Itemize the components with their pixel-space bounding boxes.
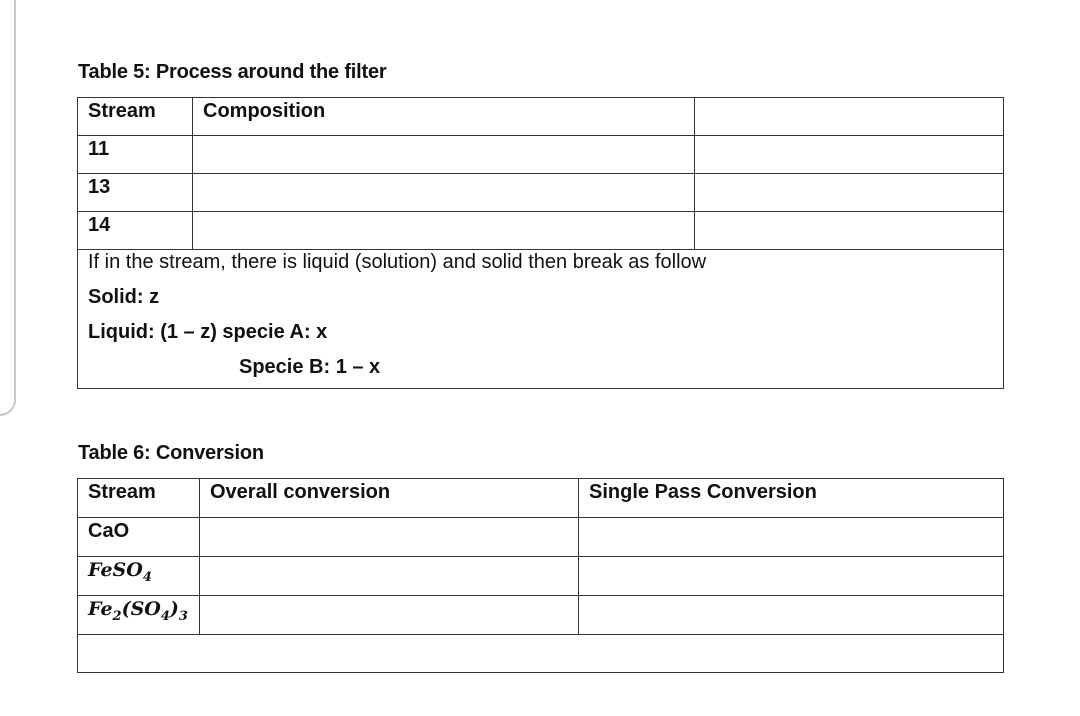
overall-conversion-cell bbox=[200, 557, 579, 596]
stream-cell-feso4: FeSO$_4$ bbox=[78, 557, 200, 596]
table-row bbox=[78, 557, 1004, 596]
header-single-pass-conversion: Single Pass Conversion bbox=[579, 479, 1004, 518]
composition-cell bbox=[193, 136, 695, 174]
table-row-empty bbox=[78, 635, 1004, 673]
note-liquid: Liquid: (1 – z) specie A: x bbox=[88, 321, 328, 343]
stream-cell-cao: CaO bbox=[78, 518, 200, 557]
header-stream: Stream bbox=[78, 98, 193, 136]
table-5-caption: Table 5: Process around the filter bbox=[78, 61, 387, 83]
table-row bbox=[78, 479, 1004, 518]
table-note-row bbox=[78, 250, 1004, 389]
stream-cell: 14 bbox=[78, 212, 193, 250]
header-stream: Stream bbox=[78, 479, 200, 518]
composition-cell bbox=[193, 174, 695, 212]
composition-note bbox=[78, 250, 1004, 389]
note-specie-b: Specie B: 1 – x bbox=[239, 356, 381, 378]
single-pass-cell bbox=[579, 518, 1004, 557]
empty-cell bbox=[695, 174, 1004, 212]
single-pass-cell bbox=[579, 557, 1004, 596]
page-margin-bracket bbox=[0, 0, 16, 416]
single-pass-cell bbox=[579, 596, 1004, 635]
header-composition: Composition bbox=[193, 98, 695, 136]
stream-cell: 13 bbox=[78, 174, 193, 212]
header-empty bbox=[695, 98, 1004, 136]
table-row bbox=[78, 136, 1004, 174]
header-overall-conversion: Overall conversion bbox=[200, 479, 579, 518]
table-row bbox=[78, 212, 1004, 250]
overall-conversion-cell bbox=[200, 596, 579, 635]
table-row bbox=[78, 518, 1004, 557]
table-row bbox=[78, 174, 1004, 212]
note-intro: If in the stream, there is liquid (solution) and solid then break as follow bbox=[88, 251, 707, 273]
note-solid: Solid: z bbox=[88, 286, 160, 308]
table-row bbox=[78, 596, 1004, 635]
empty-cell bbox=[695, 212, 1004, 250]
table-6-caption: Table 6: Conversion bbox=[78, 442, 264, 464]
stream-cell-fe2so43: $Fe_2(SO_4)_3$ bbox=[78, 596, 200, 635]
overall-conversion-cell bbox=[200, 518, 579, 557]
table-5-filter-process bbox=[77, 97, 1004, 389]
table-6-conversion bbox=[77, 478, 1004, 673]
empty-cell bbox=[695, 136, 1004, 174]
stream-cell: 11 bbox=[78, 136, 193, 174]
table-row bbox=[78, 98, 1004, 136]
empty-merged-cell bbox=[78, 635, 1004, 673]
composition-cell bbox=[193, 212, 695, 250]
